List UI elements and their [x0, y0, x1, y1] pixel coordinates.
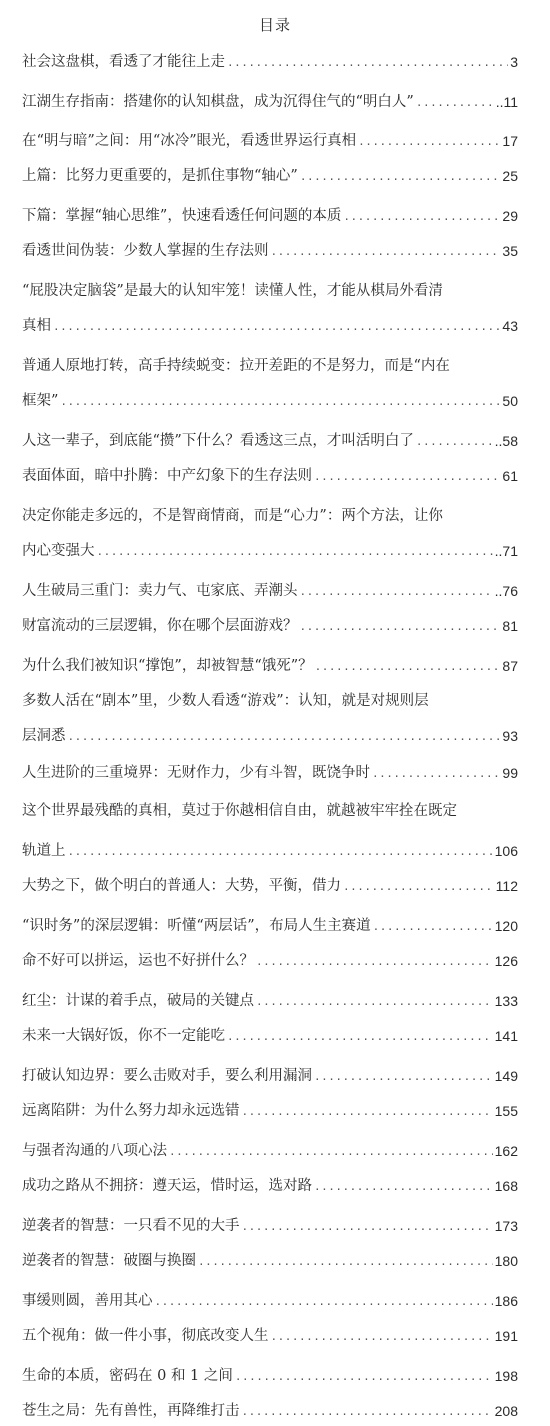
- toc-entry[interactable]: [22, 1135, 518, 1161]
- toc-leader-dots: [343, 208, 500, 226]
- toc-leader-dots: [256, 993, 493, 1011]
- toc-entry-title: 江湖生存指南：搭建你的认知棋盘，成为沉得住气的“明白人”: [22, 94, 414, 110]
- toc-entry[interactable]: [22, 385, 518, 411]
- toc-leader-dots: [68, 843, 493, 861]
- toc-entry-title: 成功之路从不拥挤：遵天运，惜时运，选对路: [22, 1178, 312, 1194]
- toc-page-number: 61: [502, 468, 518, 484]
- toc-leader-dots: [169, 1143, 493, 1161]
- toc-page-number: 35: [502, 243, 518, 259]
- toc-page-number: ..11: [495, 94, 518, 110]
- toc-entry[interactable]: [22, 86, 518, 112]
- toc-entry[interactable]: [22, 275, 518, 301]
- toc-page-number: 29: [502, 208, 518, 224]
- toc-entry[interactable]: [22, 985, 518, 1011]
- toc-page-number: 25: [502, 168, 518, 184]
- toc-page-number: ..71: [494, 543, 518, 559]
- toc-entry[interactable]: [22, 1170, 518, 1196]
- toc-entry[interactable]: [22, 460, 518, 486]
- toc-page-number: 106: [494, 843, 518, 859]
- toc-entry[interactable]: [22, 720, 518, 746]
- toc-leader-dots: [242, 1403, 493, 1421]
- toc-page-number: ..76: [494, 583, 518, 599]
- toc-leader-dots: [314, 468, 500, 486]
- toc-page-number: 43: [502, 318, 518, 334]
- page-title: 目录: [258, 16, 291, 34]
- toc-entry[interactable]: [22, 235, 518, 261]
- toc-entry[interactable]: [22, 835, 518, 861]
- toc-page-number: 3: [510, 54, 518, 70]
- toc-page-number: 168: [494, 1178, 518, 1194]
- toc-page-number: 99: [502, 765, 518, 781]
- toc-entry-title: 五个视角：做一件小事，彻底改变人生: [22, 1328, 269, 1344]
- toc-page-number: 155: [494, 1103, 518, 1119]
- toc-leader-dots: [271, 243, 501, 261]
- toc-entry-title: 红尘：计谋的着手点，破局的关键点: [22, 993, 254, 1009]
- toc-entry-title: 事缓则圆，善用其心: [22, 1293, 153, 1309]
- toc-entry-title: 财富流动的三层逻辑，你在哪个层面游戏？: [22, 618, 298, 634]
- toc-page-number: 162: [494, 1143, 518, 1159]
- toc-page-number: 141: [494, 1028, 518, 1044]
- toc-leader-dots: [373, 918, 493, 936]
- toc-entry[interactable]: [22, 125, 518, 151]
- toc-entry-title: 轨道上: [22, 843, 66, 859]
- toc-entry[interactable]: [22, 200, 518, 226]
- toc-page-number: 17: [502, 133, 518, 149]
- toc-entry-title: “屁股决定脑袋”是最大的认知牢笼！读懂人性，才能从棋局外看清: [22, 283, 443, 299]
- toc-entry[interactable]: [22, 1320, 518, 1346]
- toc-leader-dots: [242, 1103, 493, 1121]
- toc-page-number: 87: [502, 658, 518, 674]
- toc-leader-dots: [227, 54, 508, 72]
- toc-page-number: 112: [495, 878, 518, 894]
- toc-page-number: 50: [502, 393, 518, 409]
- toc-entry[interactable]: [22, 757, 518, 783]
- toc-page-number: 149: [494, 1068, 518, 1084]
- toc-leader-dots: [68, 728, 501, 746]
- toc-leader-dots: [300, 583, 493, 601]
- toc-leader-dots: [97, 543, 493, 561]
- toc-leader-dots: [60, 393, 500, 411]
- toc-leader-dots: [372, 765, 500, 783]
- toc-leader-dots: [314, 1178, 493, 1196]
- toc-entry-title: 大势之下，做个明白的普通人：大势，平衡，借力: [22, 878, 341, 894]
- toc-entry-title: 未来一大锅好饭，你不一定能吃: [22, 1028, 225, 1044]
- toc-entry-title: 苍生之局：先有兽性，再降维打击: [22, 1403, 240, 1419]
- toc-entry-title: 决定你能走多远的，不是智商情商，而是“心力”：两个方法，让你: [22, 508, 443, 524]
- toc-entry-title: 真相: [22, 318, 51, 334]
- toc-entry-title: 远离陷阱：为什么努力却永远选错: [22, 1103, 240, 1119]
- toc-entry-title: 这个世界最残酷的真相，莫过于你越相信自由，就越被牢牢拴在既定: [22, 803, 457, 819]
- toc-entry-title: 在“明与暗”之间：用“冰冷”眼光，看透世界运行真相: [22, 133, 357, 149]
- toc-entry-title: 命不好可以拼运，运也不好拼什么？: [22, 953, 254, 969]
- toc-leader-dots: [315, 658, 501, 676]
- toc-leader-dots: [198, 1253, 493, 1271]
- toc-page-number: 180: [494, 1253, 518, 1269]
- toc-entry[interactable]: [22, 610, 518, 636]
- toc-entry[interactable]: [22, 910, 518, 936]
- toc-page-number: 186: [494, 1293, 518, 1309]
- toc-entry[interactable]: [22, 945, 518, 971]
- toc-leader-dots: [235, 1368, 493, 1386]
- toc-page-number: 173: [494, 1218, 518, 1234]
- toc-entry[interactable]: [22, 1210, 518, 1236]
- toc-leader-dots: [271, 1328, 493, 1346]
- toc-entry-title: 多数人活在“剧本”里，少数人看透“游戏”：认知，就是对规则层: [22, 693, 429, 709]
- toc-entry[interactable]: [22, 1395, 518, 1421]
- toc-page-number: 126: [494, 953, 518, 969]
- toc-entry[interactable]: [22, 46, 518, 72]
- toc-entry-title: 人这一辈子，到底能“攒”下什么？看透这三点，才叫活明白了: [22, 433, 414, 449]
- toc-entry[interactable]: [22, 650, 518, 676]
- toc-entry-title: 表面体面，暗中扑腾：中产幻象下的生存法则: [22, 468, 312, 484]
- toc-entry-title: 逆袭者的智慧：一只看不见的大手: [22, 1218, 240, 1234]
- toc-page-number: 93: [502, 728, 518, 744]
- toc-entry[interactable]: [22, 1020, 518, 1046]
- toc-entry[interactable]: [22, 160, 518, 186]
- toc-entry-title: 生命的本质，密码在 0 和 1 之间: [22, 1368, 233, 1384]
- toc-entry-title: 逆袭者的智慧：破圈与换圈: [22, 1253, 196, 1269]
- toc-page-number: 198: [494, 1368, 518, 1384]
- toc-entry[interactable]: [22, 310, 518, 336]
- toc-entry[interactable]: [22, 1285, 518, 1311]
- toc-entry-title: 普通人原地打转，高手持续蜕变：拉开差距的不是努力，而是“内在: [22, 358, 450, 374]
- toc-page-number: 133: [494, 993, 518, 1009]
- toc-entry-title: 框架”: [22, 393, 59, 409]
- toc-entry[interactable]: [22, 1245, 518, 1271]
- toc-entry[interactable]: [22, 575, 518, 601]
- toc-entry-title: 内心变强大: [22, 543, 95, 559]
- toc-leader-dots: [300, 168, 501, 186]
- toc-leader-dots: [227, 1028, 493, 1046]
- toc-leader-dots: [416, 94, 494, 112]
- toc-page-number: ..58: [494, 433, 518, 449]
- toc-entry[interactable]: [22, 1360, 518, 1386]
- toc-entry[interactable]: [22, 870, 518, 896]
- toc-leader-dots: [155, 1293, 493, 1311]
- toc-leader-dots: [358, 133, 500, 151]
- toc-entry[interactable]: [22, 795, 518, 821]
- toc-leader-dots: [314, 1068, 493, 1086]
- toc-entry-title: 人生进阶的三重境界：无财作力，少有斗智，既饶争时: [22, 765, 370, 781]
- toc-entry-title: 与强者沟通的八项心法: [22, 1143, 167, 1159]
- toc-leader-dots: [53, 318, 500, 336]
- toc-entry-title: 看透世间伪装：少数人掌握的生存法则: [22, 243, 269, 259]
- toc-entry[interactable]: [22, 350, 518, 376]
- toc-page-number: 191: [494, 1328, 518, 1344]
- toc-page-number: 120: [494, 918, 518, 934]
- toc-entry-title: 下篇：掌握“轴心思维”，快速看透任何问题的本质: [22, 208, 342, 224]
- toc-entry-title: 社会这盘棋，看透了才能往上走: [22, 54, 225, 70]
- toc-leader-dots: [300, 618, 501, 636]
- toc-entry-title: “识时务”的深层逻辑：听懂“两层话”，布局人生主赛道: [22, 918, 371, 934]
- toc-entry[interactable]: [22, 500, 518, 526]
- toc-page-number: 81: [502, 618, 518, 634]
- toc-leader-dots: [256, 953, 493, 971]
- toc-leader-dots: [343, 878, 494, 896]
- toc-entry-title: 为什么我们被知识“撑饱”，却被智慧“饿死”？: [22, 658, 313, 674]
- toc-entry[interactable]: [22, 1060, 518, 1086]
- toc-entry-title: 人生破局三重门：卖力气、屯家底、弄潮头: [22, 583, 298, 599]
- toc-entry[interactable]: [22, 685, 518, 711]
- toc-leader-dots: [416, 433, 493, 451]
- toc-entry[interactable]: [22, 1095, 518, 1121]
- toc-entry-title: 打破认知边界：要么击败对手，要么利用漏洞: [22, 1068, 312, 1084]
- toc-entry-title: 层洞悉: [22, 728, 66, 744]
- toc-page-number: 208: [494, 1403, 518, 1419]
- toc-entry-title: 上篇：比努力更重要的，是抓住事物“轴心”: [22, 168, 298, 184]
- toc-leader-dots: [242, 1218, 493, 1236]
- toc-entry[interactable]: [22, 425, 518, 451]
- toc-entry[interactable]: [22, 535, 518, 561]
